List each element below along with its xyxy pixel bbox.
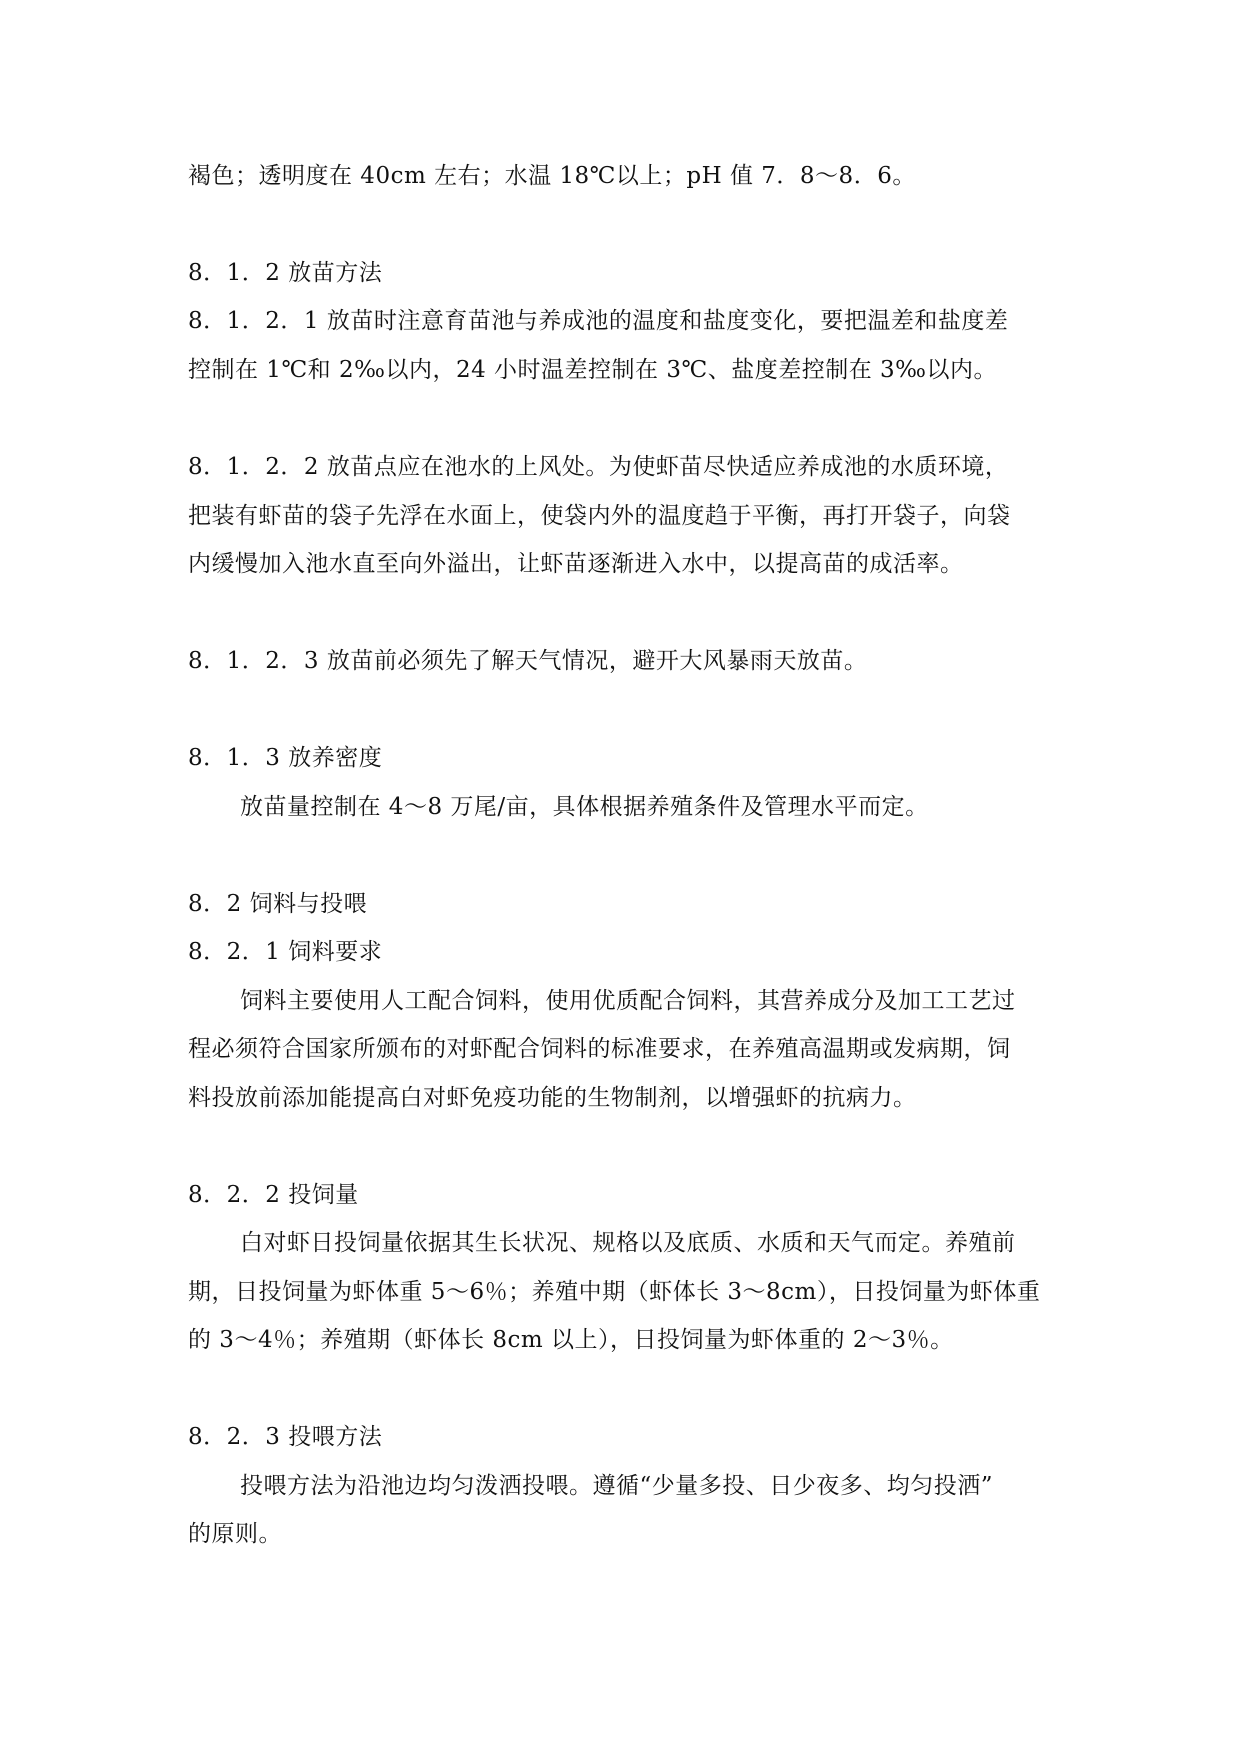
body-text-line: 8．1．2．3 放苗前必须先了解天气情况，避开大风暴雨天放苗。 [188, 648, 868, 674]
body-text-line: 程必须符合国家所颁布的对虾配合饲料的标准要求，在养殖高温期或发病期，饲 [188, 1036, 1011, 1062]
body-text-line: 料投放前添加能提高白对虾免疫功能的生物制剂，以增强虾的抗病力。 [188, 1085, 917, 1111]
section-heading: 8．2．3 投喂方法 [188, 1424, 383, 1450]
body-text-line: 期，日投饲量为虾体重 5～6％；养殖中期（虾体长 3～8cm），日投饲量为虾体重 [188, 1279, 1041, 1305]
body-text-line: 褐色；透明度在 40cm 左右；水温 18℃以上；pH 值 7．8～8．6。 [188, 163, 916, 189]
body-text-line: 8．1．2．1 放苗时注意育苗池与养成池的温度和盐度变化，要把温差和盐度差 [188, 308, 1009, 334]
body-text-line: 饲料主要使用人工配合饲料，使用优质配合饲料，其营养成分及加工工艺过 [240, 988, 1016, 1014]
body-text-line: 白对虾日投饲量依据其生长状况、规格以及底质、水质和天气而定。养殖前 [240, 1230, 1016, 1256]
body-text-line: 控制在 1℃和 2‰以内，24 小时温差控制在 3℃、盐度差控制在 3‰以内。 [188, 357, 998, 383]
body-text-line: 的 3～4％；养殖期（虾体长 8cm 以上），日投饲量为虾体重的 2～3％。 [188, 1327, 954, 1353]
body-text-line: 放苗量控制在 4～8 万尾/亩，具体根据养殖条件及管理水平而定。 [240, 794, 929, 820]
body-text-line: 投喂方法为沿池边均匀泼洒投喂。遵循“少量多投、日少夜多、均匀投洒” [240, 1473, 994, 1499]
section-heading: 8．2．1 饲料要求 [188, 939, 383, 965]
body-text-line: 8．1．2．2 放苗点应在池水的上风处。为使虾苗尽快适应养成池的水质环境， [188, 454, 1009, 480]
body-text-line: 的原则。 [188, 1521, 282, 1547]
section-heading: 8．2．2 投饲量 [188, 1182, 359, 1208]
section-heading: 8．2 饲料与投喂 [188, 891, 368, 917]
body-text-line: 内缓慢加入池水直至向外溢出，让虾苗逐渐进入水中，以提高苗的成活率。 [188, 551, 964, 577]
body-text-line: 把装有虾苗的袋子先浮在水面上，使袋内外的温度趋于平衡，再打开袋子，向袋 [188, 503, 1011, 529]
section-heading: 8．1．3 放养密度 [188, 745, 383, 771]
section-heading: 8．1．2 放苗方法 [188, 260, 383, 286]
